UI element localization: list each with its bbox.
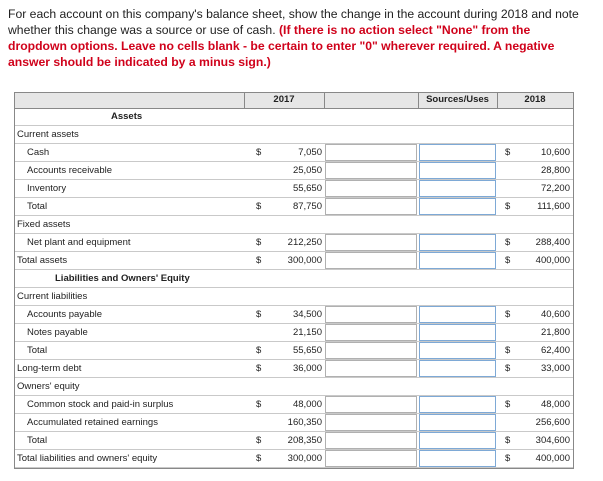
dollar-sign-2018: $ — [505, 435, 511, 446]
value-2018: 400,000 — [535, 453, 570, 464]
row-label: Common stock and paid-in surplus — [27, 399, 174, 410]
instructions-emphasis: (If there is no action select "None" from the dropdown options. Leave no cells blank - be certain to enter "0" wherever required. A negative answer should be indicated by a minus sign.) — [8, 23, 555, 69]
dollar-sign-2017: $ — [256, 255, 262, 266]
balance-sheet-table — [14, 92, 574, 469]
table-row — [15, 342, 573, 360]
dollar-sign-2018: $ — [505, 147, 511, 158]
dollar-sign-2017: $ — [256, 237, 262, 248]
table-row — [15, 288, 573, 306]
dollar-sign-2017: $ — [256, 453, 262, 464]
dollar-sign-2017: $ — [256, 435, 262, 446]
dollar-sign-2017: $ — [256, 345, 262, 356]
value-2017: 212,250 — [287, 237, 322, 248]
row-label: Inventory — [27, 183, 67, 194]
table-row — [15, 180, 573, 198]
source-use-dropdown[interactable] — [419, 234, 496, 251]
dollar-sign-2018: $ — [505, 309, 511, 320]
value-2018: 33,000 — [540, 363, 570, 374]
header-2017: 2017 — [273, 94, 295, 105]
value-2018: 288,400 — [535, 237, 570, 248]
source-use-dropdown[interactable] — [419, 342, 496, 359]
value-2017: 25,050 — [292, 165, 322, 176]
value-2018: 40,600 — [540, 309, 570, 320]
value-2017: 36,000 — [292, 363, 322, 374]
dollar-sign-2018: $ — [505, 345, 511, 356]
dollar-sign-2018: $ — [505, 201, 511, 212]
table-row — [15, 378, 573, 396]
row-label: Liabilities and Owners' Equity — [55, 273, 190, 284]
source-use-dropdown[interactable] — [419, 414, 496, 431]
value-2018: 28,800 — [540, 165, 570, 176]
change-input[interactable] — [325, 162, 417, 179]
change-input[interactable] — [325, 396, 417, 413]
table-row — [15, 324, 573, 342]
dollar-sign-2017: $ — [256, 399, 262, 410]
dollar-sign-2018: $ — [505, 399, 511, 410]
table-row — [15, 396, 573, 414]
value-2017: 7,050 — [298, 147, 322, 158]
table-row — [15, 144, 573, 162]
change-input[interactable] — [325, 144, 417, 161]
value-2017: 21,150 — [292, 327, 322, 338]
table-row — [15, 162, 573, 180]
table-row — [15, 198, 573, 216]
change-input[interactable] — [325, 306, 417, 323]
row-label: Total assets — [17, 255, 68, 266]
source-use-dropdown[interactable] — [419, 162, 496, 179]
source-use-dropdown[interactable] — [419, 450, 496, 467]
table-row — [15, 360, 573, 378]
dollar-sign-2017: $ — [256, 363, 262, 374]
row-label: Cash — [27, 147, 50, 158]
value-2017: 300,000 — [287, 453, 322, 464]
dollar-sign-2018: $ — [505, 453, 511, 464]
row-label: Accounts payable — [27, 309, 102, 320]
row-label: Total — [27, 201, 48, 212]
value-2018: 256,600 — [535, 417, 570, 428]
row-label: Total — [27, 435, 48, 446]
row-label: Long-term debt — [17, 363, 82, 374]
instructions-text: For each account on this company's balance sheet, show the change in the account during 2018 and note whether this change was a source or use of cash. — [8, 7, 579, 37]
value-2018: 72,200 — [540, 183, 570, 194]
source-use-dropdown[interactable] — [419, 306, 496, 323]
header-2018: 2018 — [524, 94, 546, 105]
instructions — [8, 6, 588, 70]
change-input[interactable] — [325, 450, 417, 467]
source-use-dropdown[interactable] — [419, 144, 496, 161]
dollar-sign-2017: $ — [256, 201, 262, 212]
row-label: Total liabilities and owners' equity — [17, 453, 158, 464]
source-use-dropdown[interactable] — [419, 432, 496, 449]
value-2018: 21,800 — [540, 327, 570, 338]
value-2017: 55,650 — [292, 345, 322, 356]
value-2018: 62,400 — [540, 345, 570, 356]
table-row — [15, 252, 573, 270]
row-label: Net plant and equipment — [27, 237, 131, 248]
value-2018: 10,600 — [540, 147, 570, 158]
table-row — [15, 126, 573, 144]
dollar-sign-2017: $ — [256, 147, 262, 158]
row-label: Fixed assets — [17, 219, 71, 230]
row-label: Accounts receivable — [27, 165, 113, 176]
table-row — [15, 306, 573, 324]
value-2018: 304,600 — [535, 435, 570, 446]
table-row — [15, 108, 573, 126]
dollar-sign-2017: $ — [256, 309, 262, 320]
change-input[interactable] — [325, 198, 417, 215]
change-input[interactable] — [325, 234, 417, 251]
change-input[interactable] — [325, 414, 417, 431]
row-label: Current liabilities — [17, 291, 88, 302]
table-header — [15, 93, 573, 109]
dollar-sign-2018: $ — [505, 363, 511, 374]
source-use-dropdown[interactable] — [419, 180, 496, 197]
row-label: Accumulated retained earnings — [27, 417, 158, 428]
value-2017: 34,500 — [292, 309, 322, 320]
value-2017: 55,650 — [292, 183, 322, 194]
change-input[interactable] — [325, 252, 417, 269]
value-2017: 48,000 — [292, 399, 322, 410]
change-input[interactable] — [325, 324, 417, 341]
row-label: Notes payable — [27, 327, 88, 338]
value-2017: 208,350 — [287, 435, 322, 446]
table-row — [15, 270, 573, 288]
source-use-dropdown[interactable] — [419, 360, 496, 377]
source-use-dropdown[interactable] — [419, 198, 496, 215]
dollar-sign-2018: $ — [505, 255, 511, 266]
source-use-dropdown[interactable] — [419, 324, 496, 341]
change-input[interactable] — [325, 360, 417, 377]
change-input[interactable] — [325, 432, 417, 449]
table-row — [15, 216, 573, 234]
value-2018: 400,000 — [535, 255, 570, 266]
source-use-dropdown[interactable] — [419, 252, 496, 269]
table-row — [15, 234, 573, 252]
table-row — [15, 450, 573, 468]
value-2018: 111,600 — [537, 201, 570, 212]
row-label: Assets — [111, 111, 143, 122]
value-2017: 160,350 — [287, 417, 322, 428]
table-row — [15, 432, 573, 450]
table-row — [15, 414, 573, 432]
row-label: Current assets — [17, 129, 79, 140]
row-label: Owners' equity — [17, 381, 80, 392]
value-2018: 48,000 — [540, 399, 570, 410]
value-2017: 300,000 — [287, 255, 322, 266]
change-input[interactable] — [325, 342, 417, 359]
source-use-dropdown[interactable] — [419, 396, 496, 413]
value-2017: 87,750 — [292, 201, 322, 212]
change-input[interactable] — [325, 180, 417, 197]
header-sources-uses: Sources/Uses — [426, 94, 489, 105]
dollar-sign-2018: $ — [505, 237, 511, 248]
row-label: Total — [27, 345, 48, 356]
